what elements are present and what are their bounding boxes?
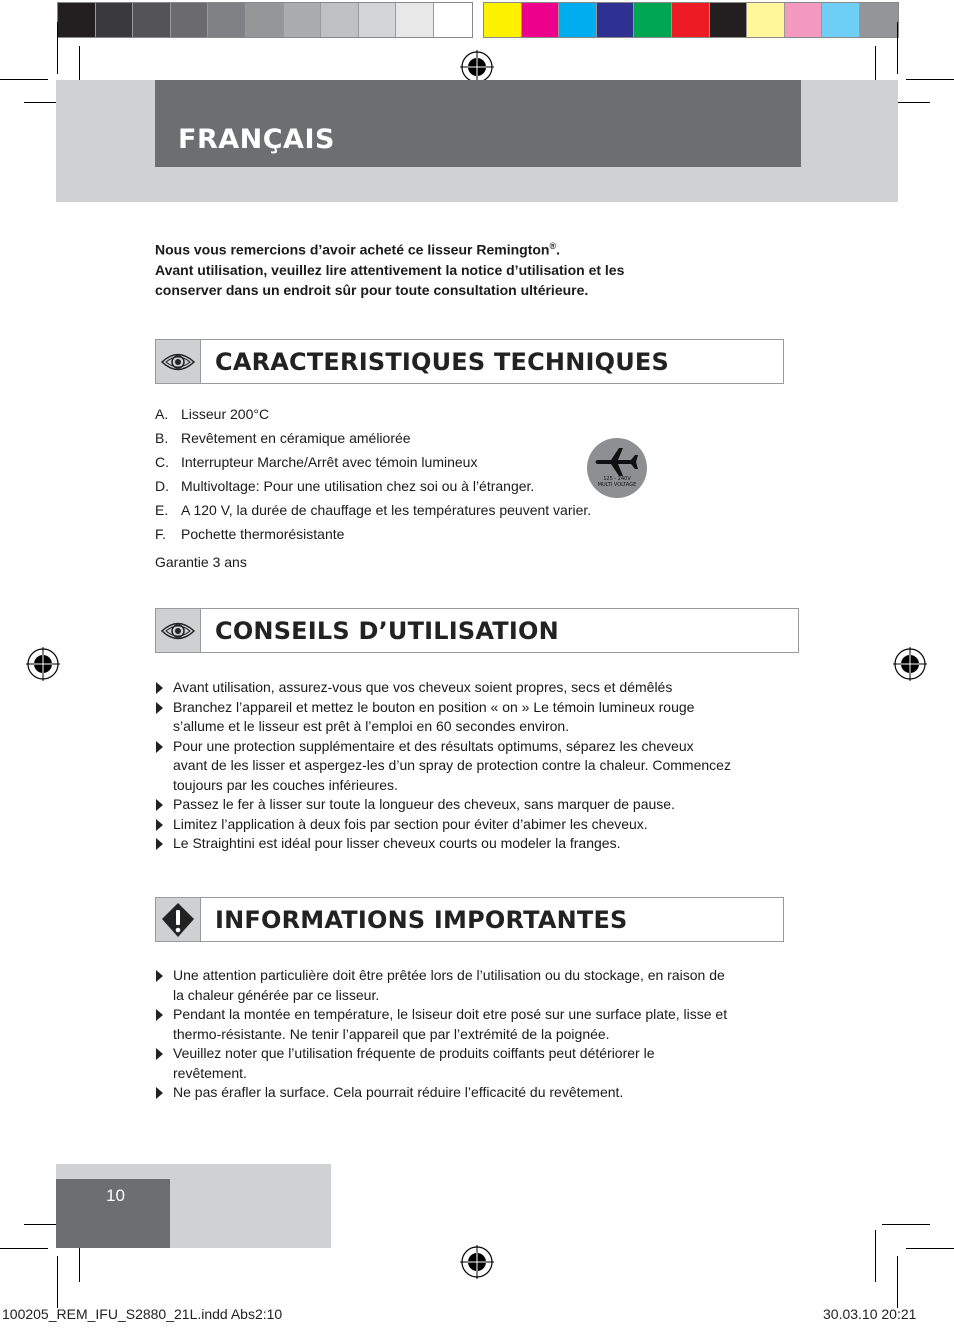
list-item-line: s’allume et le lisseur est prêt à l’emploi en 60 secondes environ. <box>173 718 570 734</box>
color-swatch <box>747 3 785 37</box>
crop-mark <box>0 1248 48 1249</box>
list-item-line: Le Straightini est idéal pour lisser cheveux courts ou modeler la franges. <box>173 835 621 851</box>
important-title: INFORMATIONS IMPORTANTES <box>215 905 628 934</box>
usage-section-header <box>155 608 799 653</box>
multi-voltage-badge <box>587 438 647 498</box>
color-swatch <box>785 3 823 37</box>
color-swatch <box>171 3 209 37</box>
crop-mark <box>57 22 58 74</box>
crop-mark <box>57 1256 58 1308</box>
spec-item: F. Pochette thermorésistante <box>155 526 345 542</box>
specs-title: CARACTERISTIQUES TECHNIQUES <box>215 347 669 376</box>
footer-date: 30.03.10 20:21 <box>823 1306 917 1322</box>
list-item <box>155 834 775 854</box>
spec-item: C. Interrupteur Marche/Arrêt avec témoin lumineux <box>155 454 478 470</box>
color-swatch <box>321 3 359 37</box>
list-item-line: Une attention particulière doit être prêtée lors de l’utilisation ou du stockage, en raison de <box>173 967 725 983</box>
color-swatch <box>359 3 397 37</box>
important-section-header <box>155 897 784 942</box>
color-swatch <box>133 3 171 37</box>
list-item-line: avant de les lisser et aspergez-les d’un spray de protection contre la chaleur. Commencez <box>173 757 731 773</box>
list-item <box>155 678 775 698</box>
spec-item: B. Revêtement en céramique améliorée <box>155 430 411 446</box>
bullet-arrow-icon <box>156 682 163 694</box>
list-item-line: la chaleur générée par ce lisseur. <box>173 986 380 1003</box>
registration-mark-icon <box>460 50 494 84</box>
list-item-line: Limitez l’application à deux fois par section pour éviter d’abimer les cheveux. <box>173 815 648 832</box>
color-swatch <box>246 3 284 37</box>
bullet-arrow-icon <box>156 1009 163 1021</box>
crop-mark <box>897 1256 898 1308</box>
intro-line: Nous vous remercions d’avoir acheté ce lisseur Remington®. <box>155 241 560 258</box>
registration-mark-icon <box>893 647 927 681</box>
registration-mark-icon <box>26 647 60 681</box>
bullet-arrow-icon <box>156 741 163 753</box>
color-swatch <box>58 3 96 37</box>
color-swatch <box>208 3 246 37</box>
usage-list <box>155 678 775 854</box>
list-item <box>155 737 775 796</box>
list-item <box>155 795 775 815</box>
list-item <box>155 1044 780 1083</box>
spec-item: A. Lisseur 200°C <box>155 406 270 422</box>
color-swatch <box>96 3 134 37</box>
specs-section-header <box>155 339 784 384</box>
registration-mark-icon <box>460 1245 494 1279</box>
list-item <box>155 815 775 835</box>
list-item <box>155 1083 780 1103</box>
eye-icon <box>156 340 201 383</box>
bullet-arrow-icon <box>156 1087 163 1099</box>
specs-list <box>155 402 591 546</box>
badge-voltage: 125 - 240V <box>603 476 631 482</box>
footer-file-name: 100205_REM_IFU_S2880_21L.indd Abs2:10 <box>2 1306 283 1322</box>
crop-mark <box>882 1224 930 1225</box>
list-item-line: Ne pas érafler la surface. Cela pourrait réduire l’efficacité du revêtement. <box>173 1084 624 1100</box>
color-swatch <box>822 3 860 37</box>
list-item-line: revêtement. <box>173 1064 247 1081</box>
important-list <box>155 966 780 1103</box>
crop-mark <box>0 79 48 80</box>
intro-line: Avant utilisation, veuillez lire attentivement la notice d’utilisation et les <box>155 261 625 278</box>
eye-icon <box>156 609 201 652</box>
spec-item: D. Multivoltage: Pour une utilisation chez soi ou à l’étranger. <box>155 478 535 494</box>
color-swatch <box>284 3 322 37</box>
warranty-text: Garantie 3 ans <box>155 554 247 570</box>
usage-title: CONSEILS D’UTILISATION <box>215 616 559 645</box>
crop-mark <box>897 22 898 74</box>
list-item-line: Passez le fer à lisser sur toute la longueur des cheveux, sans marquer de pause. <box>173 796 675 812</box>
crop-mark <box>875 1230 876 1282</box>
list-item-line: thermo-résistante. Ne tenir l’appareil que par l’extrémité de la poignée. <box>173 1025 610 1042</box>
color-swatch <box>710 3 748 37</box>
process-color-bar <box>483 2 899 38</box>
header-title-box <box>155 80 801 167</box>
gray-color-bar <box>57 2 473 38</box>
color-swatch <box>634 3 672 37</box>
list-item <box>155 1005 780 1044</box>
intro-text <box>155 236 775 300</box>
badge-multivoltage: MULTI VOLTAGE <box>597 482 637 488</box>
color-swatch <box>597 3 635 37</box>
color-swatch <box>672 3 710 37</box>
list-item-line: Pour une protection supplémentaire et des résultats optimums, séparez les cheveux <box>173 737 694 754</box>
list-item-line: Pendant la montée en température, le lsiseur doit etre posé sur une surface plate, lisse et <box>173 1006 728 1022</box>
bullet-arrow-icon <box>156 970 163 982</box>
crop-mark <box>906 1248 954 1249</box>
color-swatch <box>434 3 472 37</box>
color-swatch <box>860 3 898 37</box>
color-swatch <box>396 3 434 37</box>
color-swatch <box>484 3 522 37</box>
bullet-arrow-icon <box>156 799 163 811</box>
intro-line: conserver dans un endroit sûr pour toute consultation ultérieure. <box>155 281 589 298</box>
list-item <box>155 698 775 737</box>
color-swatch <box>522 3 560 37</box>
spec-item: E. A 120 V, la durée de chauffage et les températures peuvent varier. <box>155 502 592 518</box>
bullet-arrow-icon <box>156 702 163 714</box>
list-item <box>155 966 780 1005</box>
bullet-arrow-icon <box>156 1048 163 1060</box>
color-swatch <box>559 3 597 37</box>
warning-icon <box>156 898 201 941</box>
crop-mark <box>906 79 954 80</box>
page-number: 10 <box>106 1186 125 1205</box>
bullet-arrow-icon <box>156 819 163 831</box>
page-title: FRANÇAIS <box>178 124 335 155</box>
bullet-arrow-icon <box>156 838 163 850</box>
list-item-line: Branchez l’appareil et mettez le bouton en position « on » Le témoin lumineux rouge <box>173 698 695 715</box>
list-item-line: Avant utilisation, assurez-vous que vos cheveux soient propres, secs et démêlés <box>173 679 673 695</box>
list-item-line: toujours par les couches inférieures. <box>173 776 398 793</box>
list-item-line: Veuillez noter que l’utilisation fréquente de produits coiffants peut détériorer le <box>173 1045 655 1061</box>
